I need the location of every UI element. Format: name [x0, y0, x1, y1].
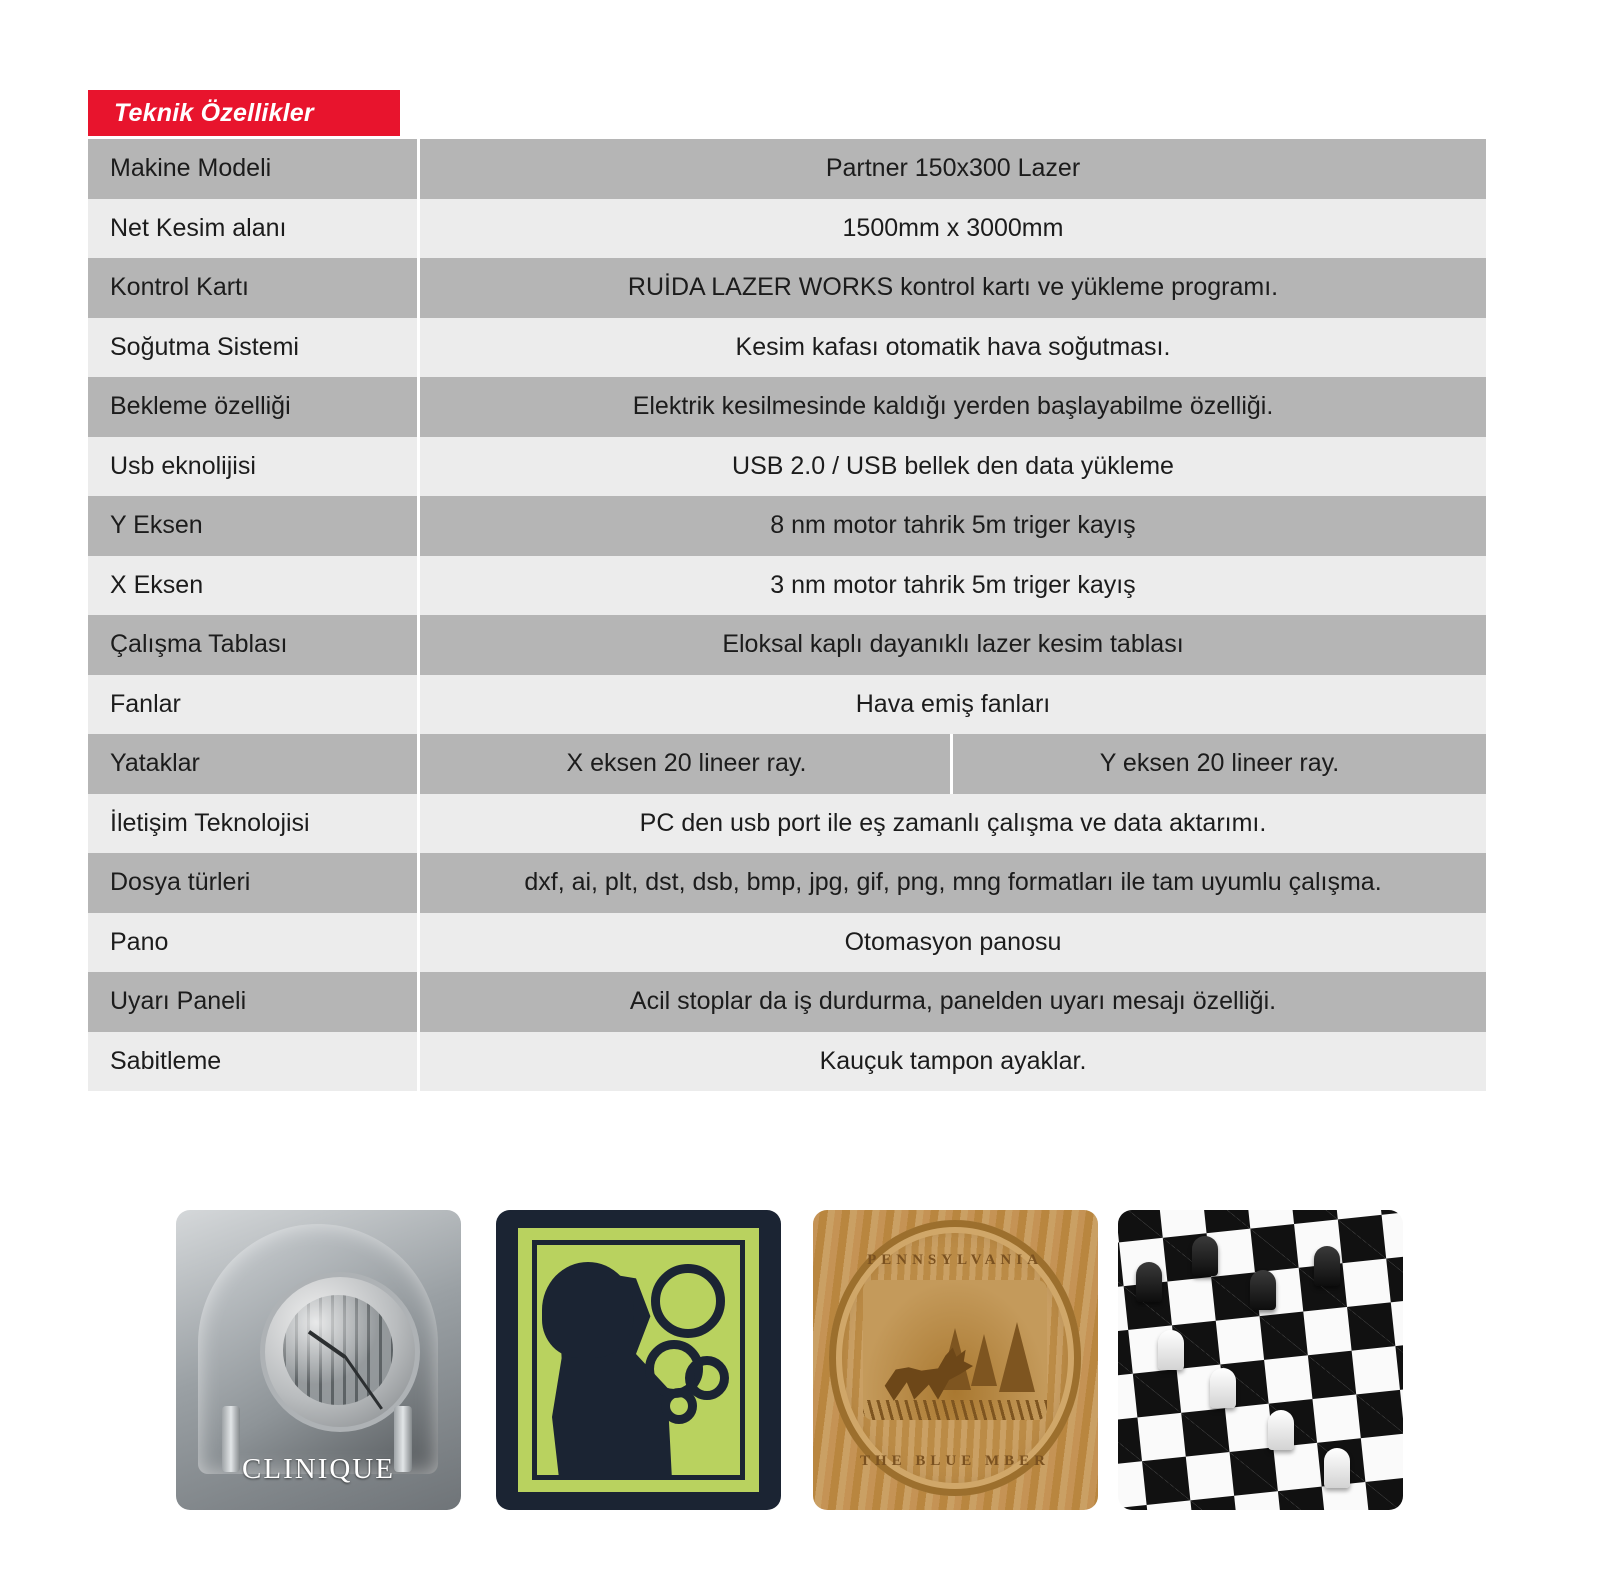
table-row — [88, 913, 1486, 973]
table-row — [88, 1032, 1486, 1092]
table-row — [88, 794, 1486, 854]
spec-label: Fanlar — [88, 675, 420, 735]
spec-value-x: X eksen 20 lineer ray. — [420, 734, 953, 794]
chess-image-body — [1118, 1210, 1403, 1510]
grass-texture — [863, 1400, 1047, 1420]
table-row — [88, 318, 1486, 378]
medallion-disc — [829, 1220, 1081, 1496]
chessboard-photo — [1118, 1210, 1403, 1510]
spec-label: Uyarı Paneli — [88, 972, 420, 1032]
tree-icon — [999, 1322, 1035, 1392]
table-row — [88, 556, 1486, 616]
technical-specs-table — [88, 139, 1486, 1091]
spec-value: Elektrik kesilmesinde kaldığı yerden başlayabilme özelliği. — [420, 377, 1486, 437]
spec-label: X Eksen — [88, 556, 420, 616]
spec-label: İletişim Teknolojisi — [88, 794, 420, 854]
table-row — [88, 972, 1486, 1032]
spec-value: Acil stoplar da iş durdurma, panelden uyarı mesajı özelliği. — [420, 972, 1486, 1032]
spec-label: Y Eksen — [88, 496, 420, 556]
chess-piece-white — [1324, 1448, 1350, 1488]
chess-piece-white — [1210, 1368, 1236, 1408]
table-row — [88, 377, 1486, 437]
spec-label: Pano — [88, 913, 420, 973]
chess-piece-white — [1158, 1330, 1184, 1370]
spec-value: RUİDA LAZER WORKS kontrol kartı ve yükleme programı. — [420, 258, 1486, 318]
chess-piece-black — [1192, 1236, 1218, 1276]
chess-piece-black — [1136, 1262, 1162, 1302]
spec-label: Çalışma Tablası — [88, 615, 420, 675]
spec-value: Hava emiş fanları — [420, 675, 1486, 735]
chess-piece-black — [1314, 1246, 1340, 1286]
silhouette-image-body — [496, 1210, 781, 1510]
spec-value: 1500mm x 3000mm — [420, 199, 1486, 259]
medallion-top-text: PENNSYLVANIA — [867, 1252, 1043, 1268]
circle-ornament-icon — [661, 1388, 697, 1424]
spec-value: Eloksal kaplı dayanıklı lazer kesim tablası — [420, 615, 1486, 675]
medallion-bottom-text: THE BLUE MBER — [859, 1453, 1051, 1469]
table-row — [88, 615, 1486, 675]
spec-label: Sabitleme — [88, 1032, 420, 1092]
glass-clock-photo — [176, 1210, 461, 1510]
spec-value: dxf, ai, plt, dst, dsb, bmp, jpg, gif, png, mng formatları ile tam uyumlu çalışma. — [420, 853, 1486, 913]
green-silhouette-photo — [496, 1210, 781, 1510]
clock-brand-text: CLINIQUE — [242, 1453, 395, 1485]
spec-label: Usb eknolijisi — [88, 437, 420, 497]
silhouette-panel — [518, 1228, 759, 1492]
spec-label: Bekleme özelliği — [88, 377, 420, 437]
table-row — [88, 139, 1486, 199]
tree-icon — [971, 1334, 997, 1386]
spec-label: Yataklar — [88, 734, 420, 794]
spec-label: Kontrol Kartı — [88, 258, 420, 318]
section-badge — [88, 90, 400, 136]
spec-value: 8 nm motor tahrik 5m triger kayış — [420, 496, 1486, 556]
woman-hair-shape — [542, 1262, 634, 1358]
specs-body — [88, 139, 1486, 1091]
spec-value: 3 nm motor tahrik 5m triger kayış — [420, 556, 1486, 616]
spec-label: Dosya türleri — [88, 853, 420, 913]
table-row — [88, 496, 1486, 556]
medallion-scene — [863, 1280, 1047, 1420]
spec-value: Kauçuk tampon ayaklar. — [420, 1032, 1486, 1092]
clock-image-body — [176, 1210, 461, 1510]
product-gallery — [88, 1210, 1508, 1530]
table-row — [88, 258, 1486, 318]
wood-image-body — [813, 1210, 1098, 1510]
spec-label: Soğutma Sistemi — [88, 318, 420, 378]
table-row — [88, 675, 1486, 735]
spec-label: Makine Modeli — [88, 139, 420, 199]
table-row — [88, 437, 1486, 497]
table-row-split — [88, 734, 1486, 794]
spec-value: USB 2.0 / USB bellek den data yükleme — [420, 437, 1486, 497]
wood-medallion-photo — [813, 1210, 1098, 1510]
spec-value: Kesim kafası otomatik hava soğutması. — [420, 318, 1486, 378]
table-row — [88, 199, 1486, 259]
table-row — [88, 853, 1486, 913]
spec-value: Otomasyon panosu — [420, 913, 1486, 973]
chess-piece-black — [1250, 1270, 1276, 1310]
page-bottom-margin — [0, 1560, 1600, 1582]
spec-label: Net Kesim alanı — [88, 199, 420, 259]
section-title: Teknik Özellikler — [114, 98, 314, 127]
spec-value-y: Y eksen 20 lineer ray. — [953, 734, 1486, 794]
spec-value: Partner 150x300 Lazer — [420, 139, 1486, 199]
spec-value: PC den usb port ile eş zamanlı çalışma ve data aktarımı. — [420, 794, 1486, 854]
circle-ornament-icon — [651, 1264, 725, 1338]
chess-piece-white — [1268, 1410, 1294, 1450]
